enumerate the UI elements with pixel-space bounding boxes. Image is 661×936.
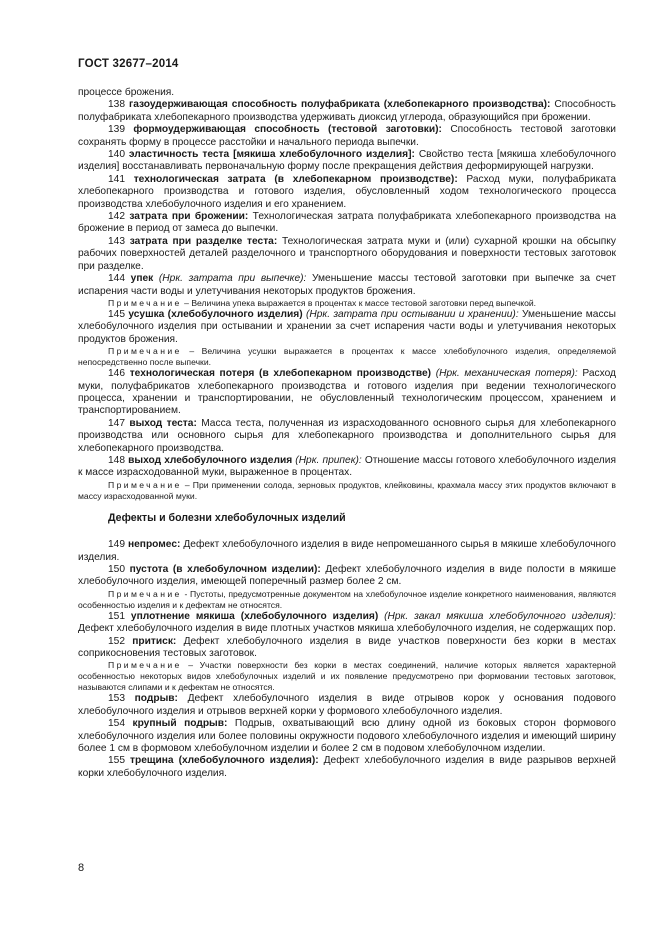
term-number: 144 [108, 273, 125, 285]
term-number: 148 [108, 454, 125, 466]
term-entry [78, 718, 616, 755]
term-name: крупный подрыв: [132, 718, 228, 730]
term-entry [78, 273, 616, 298]
term-number: 146 [108, 368, 125, 380]
term-name: формоудерживающая способность (тестовой заготовки): [133, 124, 442, 136]
note-dash: – [181, 346, 202, 357]
document-body [78, 87, 616, 780]
term-note [78, 480, 616, 502]
note-label: Примечание [108, 297, 182, 308]
term-number: 153 [108, 693, 125, 705]
term-name: технологическая потеря (в хлебопекарном производстве) [129, 368, 432, 380]
term-number: 147 [108, 417, 125, 429]
defects-list [78, 539, 616, 780]
term-non-recommended: (Нрк. затрата при выпечке): [158, 273, 307, 285]
term-name: выход теста: [129, 417, 197, 429]
continuation-text: процессе брожения. [78, 87, 175, 98]
note-text: Величина упека выражается в процентах к массе тестовой заготовки перед выпечкой. [191, 297, 537, 308]
note-label: Примечание [108, 479, 182, 490]
term-name: притиск: [132, 635, 177, 647]
term-number: 155 [108, 755, 125, 767]
term-entry [78, 309, 616, 346]
term-definition: Масса теста, полученная из израсходованного основного сырья для хлебопекарного производства или основного сырья для хлебопекарного производства и дополнительного сырья для хлебопекарного производства. [78, 417, 616, 454]
term-definition: Дефект хлебобулочного изделия в виде непромешанного сырья в мякише хлебобулочного изделия. [78, 539, 616, 563]
note-dash: - [181, 588, 191, 599]
note-label: Примечание [108, 588, 182, 599]
note-text: Участки поверхности без корки в местах соединений, наличие которых является характерной особенностью некоторых видов хлебобулочных изделий и их появление предусмотрено при формовании тестовых заготовок, называются слипами и к дефектам не относятся. [78, 660, 616, 693]
term-number: 140 [108, 149, 125, 161]
term-number: 142 [108, 211, 125, 223]
term-entry [78, 564, 616, 589]
note-label: Примечание [108, 660, 182, 671]
term-entry [78, 99, 616, 124]
term-entry [78, 418, 616, 455]
note-dash: – [181, 297, 192, 308]
note-dash: – [181, 660, 200, 671]
term-non-recommended: (Нрк. затрата при остывании и хранении): [305, 308, 519, 320]
term-name: выход хлебобулочного изделия [128, 454, 293, 466]
term-definition: Расход муки, полуфабриката хлебопекарного производства и готового изделия, обусловленный ходом технологического процесса производства хлебобулочного изделия и его хранением. [78, 173, 616, 210]
term-note [78, 589, 616, 611]
term-definition: Технологическая затрата муки и (или) сухарной крошки на обсыпку рабочих поверхностей деталей разделочного и транспортного оборудования и поверхности тестовых заготовок при разделке. [78, 235, 616, 272]
note-dash: – [181, 479, 193, 490]
term-non-recommended: (Нрк. закал мякиша хлебобулочного изделия): [384, 610, 616, 622]
term-name: уплотнение мякиша (хлебобулочного изделия) [130, 610, 379, 622]
note-text: При применении солода, зерновых продуктов, клейковины, крахмала массу этих продуктов включают в массу израсходованной муки. [78, 479, 616, 501]
term-entry [78, 174, 616, 211]
term-definition: Дефект хлебобулочного изделия в виде плотных участков мякиша хлебобулочного изделия, не содержащих пор. [78, 623, 616, 635]
term-name: технологическая затрата (в хлебопекарном производстве): [133, 173, 458, 185]
term-non-recommended: (Нрк. механическая потеря): [435, 368, 578, 380]
document-header: ГОСТ 32677–2014 [78, 58, 179, 70]
term-definition: Дефект хлебобулочного изделия в виде отрывов корок у основания подового хлебобулочного изделия и отрывов верхней корки у формового хлебобулочного изделия. [78, 693, 616, 717]
term-entry [78, 611, 616, 636]
term-definition: Свойство теста [мякиша хлебобулочного изделия] восстанавливать первоначальную форму после прекращения действия деформирующей нагрузки. [78, 149, 616, 173]
term-note [78, 346, 616, 368]
section-title: Дефекты и болезни хлебобулочных изделий [108, 511, 346, 524]
term-number: 139 [108, 124, 125, 136]
term-definition: Расход муки, полуфабрикатов хлебопекарного производства и готового изделия при ведении технологического процесса, хранении и транспортировании, не обусловленный технологическим процессом, хранением и транспортированием. [78, 368, 616, 417]
term-non-recommended: (Нрк. припек): [295, 454, 362, 466]
term-definition: Дефект хлебобулочного изделия в виде разрывов верхней корки хлебобулочного изделия. [78, 755, 616, 779]
term-note [78, 298, 616, 309]
term-entry [78, 124, 616, 149]
term-definition: Подрыв, охватывающий всю длину одной из боковых сторон формового хлебобулочного изделия или более половины окружности подового хлебобулочного изделия и имеющий ширину более 1 см в формовом хлебобулочном изделии и более 2 см в подовом хлебобулочном изделии. [78, 718, 616, 755]
term-name: затрата при брожении: [129, 211, 249, 223]
term-definition: Уменьшение массы тестовой заготовки при выпечке за счет испарения части воды и улетучивания некоторых продуктов брожения. [78, 273, 616, 297]
note-text: Величина усушки выражается в процентах к массе хлебобулочного изделия, определяемой непосредственно после выпечки. [78, 346, 616, 368]
term-name: упек [130, 273, 154, 285]
term-entry [78, 149, 616, 174]
term-entry [78, 455, 616, 480]
term-definition: Дефект хлебобулочного изделия в виде участков поверхности без корки в местах соприкосновения тестовых заготовок. [78, 635, 616, 660]
term-name: трещина (хлебобулочного изделия): [130, 755, 319, 767]
terms-list [78, 99, 616, 501]
term-number: 138 [108, 99, 125, 111]
term-entry [78, 211, 616, 236]
term-definition: Отношение массы готового хлебобулочного изделия к массе израсходованной муки, выраженное в процентах. [78, 454, 616, 479]
term-entry [78, 693, 616, 718]
term-name: эластичность теста [мякиша хлебобулочного изделия]: [128, 149, 415, 161]
term-name: подрыв: [134, 693, 178, 705]
term-name: пустота (в хлебобулочном изделии): [129, 564, 321, 575]
note-text: Пустоты, предусмотренные документом на хлебобулочное изделие конкретного наименования, являются особенностью изделия и к дефектам не относятся. [78, 588, 616, 610]
term-name: затрата при разделке теста: [129, 235, 278, 247]
term-entry [78, 368, 616, 418]
term-number: 149 [108, 539, 125, 551]
term-definition: Способность тестовой заготовки сохранять форму в процессе расстойки и начального периода выпечки. [78, 124, 616, 148]
term-entry [78, 755, 616, 780]
term-definition: Способность полуфабриката хлебопекарного производства удерживать диоксид углерода, образующийся при брожении. [78, 99, 616, 123]
term-number: 141 [108, 173, 125, 185]
term-number: 152 [108, 635, 125, 647]
term-note [78, 660, 616, 693]
term-entry [78, 539, 616, 564]
term-number: 143 [108, 235, 125, 247]
term-number: 151 [108, 610, 125, 622]
term-number: 154 [108, 718, 125, 730]
term-entry [78, 236, 616, 273]
term-name: непромес: [127, 539, 181, 551]
term-number: 150 [108, 564, 125, 575]
note-label: Примечание [108, 346, 182, 357]
term-number: 145 [108, 308, 125, 320]
term-definition: Дефект хлебобулочного изделия в виде полости в мякише хлебобулочного изделия, имеющей поперечный размер более 2 см. [78, 564, 616, 588]
term-definition: Уменьшение массы хлебобулочного изделия при остывании и хранении за счет испарения части воды и улетучивания некоторых продуктов брожения. [78, 308, 616, 345]
term-entry [78, 636, 616, 661]
term-definition: Технологическая затрата полуфабриката хлебопекарного производства на брожение в период от замеса до выпечки. [78, 211, 616, 235]
term-name: газоудерживающая способность полуфабриката (хлебопекарного производства): [128, 99, 551, 111]
term-name: усушка (хлебобулочного изделия) [128, 308, 303, 320]
page-number: 8 [78, 862, 85, 874]
